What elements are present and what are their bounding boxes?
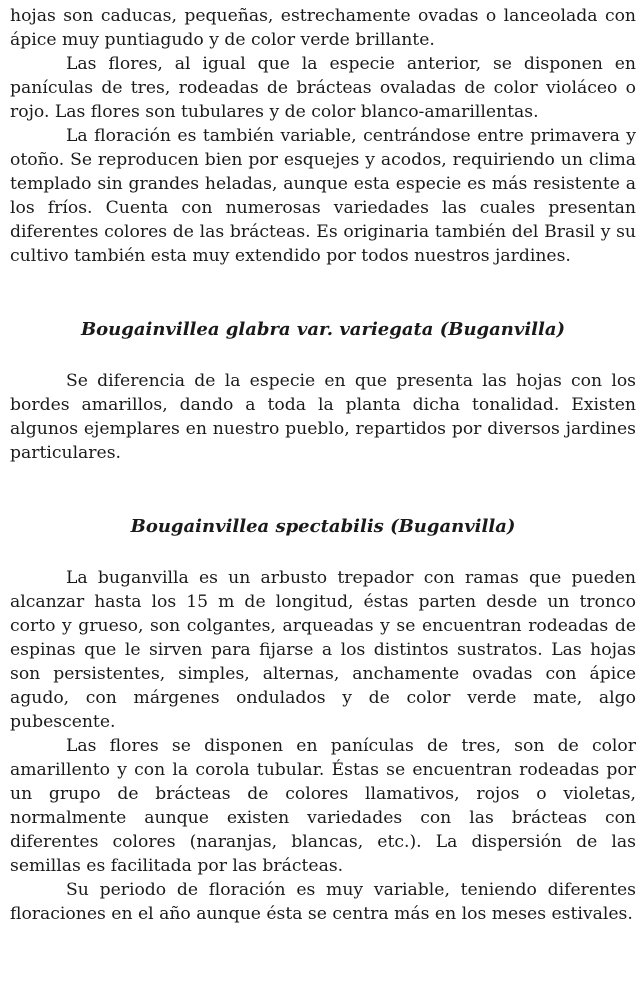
section-spacer bbox=[10, 342, 636, 369]
spectabilis-paragraph-3: Su periodo de floración es muy variable, teniendo diferentes floraciones en el año aunque ésta se centra más en los meses estivales. bbox=[10, 880, 636, 924]
intro-paragraph-3: La floración es también variable, centrándose entre primavera y otoño. Se reproducen bien por esquejes y acodos, requiriendo un clima templado sin grandes heladas, aunque esta especie es más resistente a los fríos. Cuenta con numerosas variedades las cuales presentan diferentes colores de las brácteas. Es originaria también del Brasil y su cultivo también esta muy extendido por todos nuestros jardines. bbox=[10, 126, 636, 266]
intro-paragraph-2: Las flores, al igual que la especie anterior, se disponen en panículas de tres, rodeadas de brácteas ovaladas de color violáceo o rojo. Las flores son tubulares y de color blanco-amarillentas. bbox=[10, 54, 636, 122]
spectabilis-paragraph-1: La buganvilla es un arbusto trepador con ramas que pueden alcanzar hasta los 15 m de longitud, éstas parten desde un tronco corto y grueso, son colgantes, arqueadas y se encuentran rodeadas de espinas que le sirven para fijarse a los distintos sustratos. Las hojas son persistentes, simples, alternas, anchamente ovadas con ápice agudo, con márgenes ondulados y de color verde mate, algo pubescente. bbox=[10, 568, 636, 732]
heading-spectabilis: Bougainvillea spectabilis (Buganvilla) bbox=[130, 516, 516, 537]
intro-paragraph-1: hojas son caducas, pequeñas, estrechamente ovadas o lanceolada con ápice muy puntiagudo y de color verde brillante. bbox=[10, 6, 636, 50]
document-page bbox=[10, 4, 636, 926]
heading-variegata: Bougainvillea glabra var. variegata (Buganvilla) bbox=[80, 319, 566, 340]
section-spacer bbox=[10, 268, 636, 318]
section-spacer bbox=[10, 539, 636, 566]
section-spacer bbox=[10, 465, 636, 515]
variegata-paragraph-1: Se diferencia de la especie en que presenta las hojas con los bordes amarillos, dando a toda la planta dicha tonalidad. Existen algunos ejemplares en nuestro pueblo, repartidos por diversos jardines particulares. bbox=[10, 371, 636, 463]
spectabilis-paragraph-2: Las flores se disponen en panículas de tres, son de color amarillento y con la corola tubular. Éstas se encuentran rodeadas por un grupo de brácteas de colores llamativos, rojos o violetas, normalmente aunque existen variedades con las brácteas con diferentes colores (naranjas, blancas, etc.). La dispersión de las semillas es facilitada por las brácteas. bbox=[10, 736, 636, 876]
